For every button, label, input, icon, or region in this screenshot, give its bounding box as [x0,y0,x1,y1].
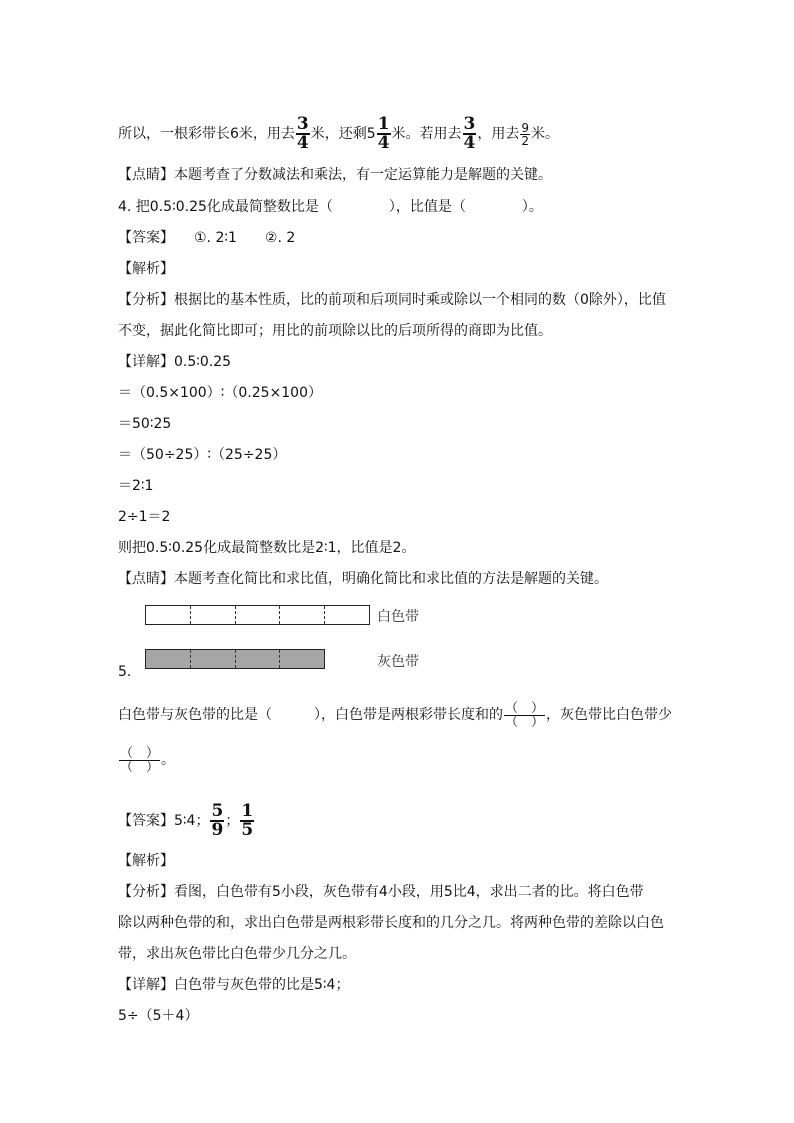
q4-step-2: ＝50∶25 [118,416,172,432]
answer-label: 【答案】 [118,813,174,829]
blank-fraction: $\frac{( )}{( )}$ [120,745,160,775]
q5-step-1: 5÷（5＋4） [118,1008,199,1024]
q4-dianjing: 【点睛】本题考查化简比和求比值，明确化简比和求比值的方法是解题的关键。 [118,571,608,587]
dianjing-1: 【点睛】本题考查了分数减法和乘法，有一定运算能力是解题的关键。 [118,167,552,183]
q5-answer [118,800,255,842]
ribbon-segment [146,650,191,668]
q4-fenxi-2: 不变，据此化简比即可；用比的前项除以比的后项所得的商即为比值。 [118,323,552,339]
answer-label: 【答案】 [118,230,174,246]
text: 所以，一根彩带长6米，用去 [118,126,295,142]
answer-ratio: 5∶4； [174,813,210,829]
q4-answer [118,228,295,248]
text: 白色带与灰色带的比是（ ），白色带是两根彩带长度和的 [118,707,503,723]
gray-ribbon-label: 灰色带 [377,654,419,670]
answer-fraction-1: $\frac{5}{9}$ [211,801,224,840]
q5-jiexi: 【解析】 [118,853,174,869]
q5-stem-1 [118,697,672,733]
q5-fenxi-2: 除以两种色带的和，求出白色带是两根彩带长度和的几分之几。将两种色带的差除以白色 [118,915,664,931]
ribbon-segment [146,606,191,624]
fraction: $\frac{1}{4}$ [377,114,390,153]
ribbon-segment [280,606,325,624]
text: 。 [161,752,176,768]
q4-stem: 4. 把0.5∶0.25化成最简整数比是（ ），比值是（ ）。 [118,199,543,215]
white-ribbon-bar [145,605,370,625]
blank-fraction: $\frac{( )}{( )}$ [505,700,545,730]
line-summary [118,116,559,152]
answer-value: ①. 2∶1 ②. 2 [194,230,296,246]
ribbon-segment [236,650,281,668]
q4-step-1: ＝（0.5×100）∶（0.25×100） [118,385,322,401]
q5-xiangjie: 【详解】白色带与灰色带的比是5∶4； [118,977,350,993]
gray-ribbon-bar [145,649,325,669]
q4-step-3: ＝（50÷25）∶（25÷25） [118,447,287,463]
q5-fenxi-1: 【分析】看图，白色带有5小段，灰色带有4小段，用5比4，求出二者的比。将白色带 [118,884,644,900]
q5-stem-2 [118,742,175,778]
text: ，灰色带比白色带少 [546,707,673,723]
fraction: $\frac{3}{4}$ [463,114,476,153]
text: 米。若用去 [391,126,462,142]
q4-step-5: 2÷1＝2 [118,509,171,525]
q4-fenxi-1: 【分析】根据比的基本性质，比的前项和后项同时乘或除以一个相同的数（0除外），比值 [118,292,666,308]
ribbon-segment [191,650,236,668]
q5-fenxi-3: 带，求出灰色带比白色带少几分之几。 [118,946,356,962]
ribbon-segment [236,606,281,624]
ribbon-segment [280,650,324,668]
q5-number: 5. [118,664,132,680]
text: 米。 [531,126,560,142]
q4-xiangjie: 【详解】0.5∶0.25 [118,354,232,370]
q4-jiexi: 【解析】 [118,261,174,277]
fraction: $\frac{3}{4}$ [296,114,309,153]
separator: ； [225,813,240,829]
text: ，用去 [477,126,520,142]
q4-conclusion: 则把0.5∶0.25化成最简整数比是2∶1，比值是2。 [118,540,416,556]
q4-step-4: ＝2∶1 [118,478,154,494]
answer-fraction-2: $\frac{1}{5}$ [241,801,254,840]
white-ribbon-label: 白色带 [377,609,419,625]
fraction: $\frac{9}{2}$ [521,120,530,148]
text: 米，还剩5 [310,126,376,142]
ribbon-segment [191,606,236,624]
ribbon-segment [325,606,369,624]
